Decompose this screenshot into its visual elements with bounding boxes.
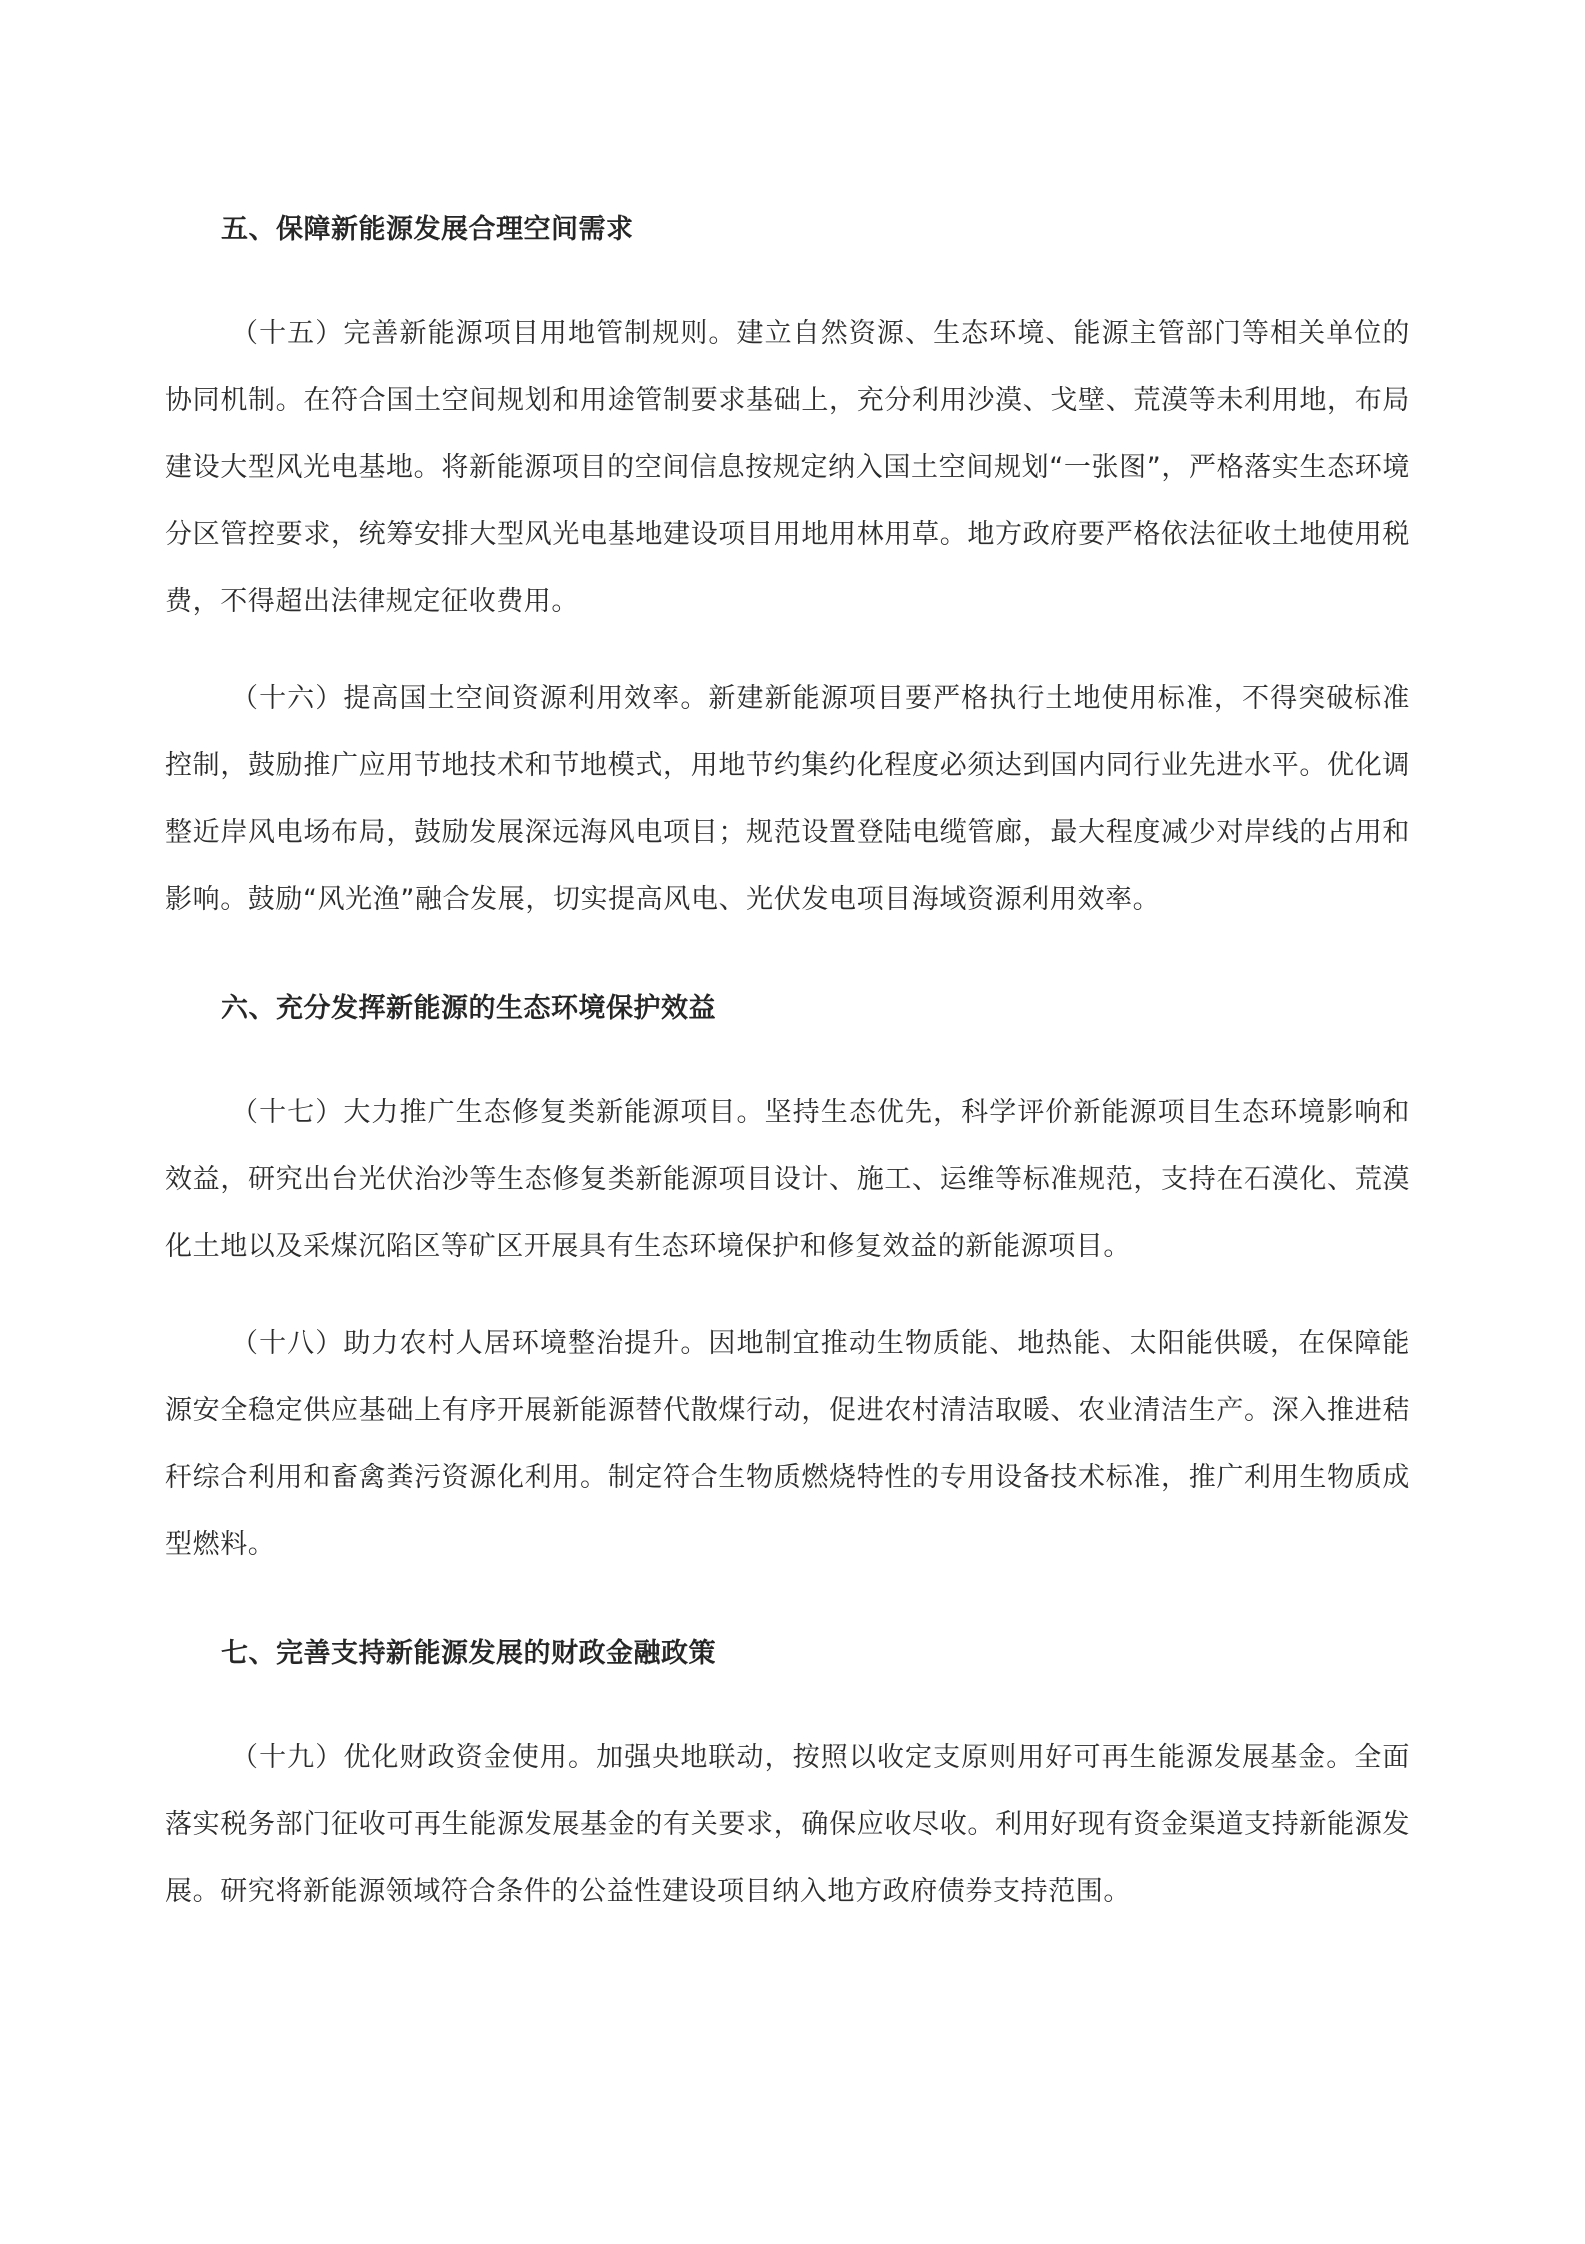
paragraph-16: （十六）提高国土空间资源利用效率。新建新能源项目要严格执行土地使用标准，不得突破标准控制，鼓励推广应用节地技术和节地模式，用地节约集约化程度必须达到国内同行业先进水平。优化调整近岸风电场布局，鼓励发展深远海风电项目；规范设置登陆电缆管廊，最大程度减少对岸线的占用和影响。鼓励“风光渔”融合发展，切实提高风电、光伏发电项目海域资源利用效率。: [165, 683, 1410, 915]
section-heading: 五、保障新能源发展合理空间需求: [221, 214, 634, 245]
paragraph-17: （十七）大力推广生态修复类新能源项目。坚持生态优先，科学评价新能源项目生态环境影响和效益，研究出台光伏治沙等生态修复类新能源项目设计、施工、运维等标准规范，支持在石漠化、荒漠化土地以及采煤沉陷区等矿区开展具有生态环境保护和修复效益的新能源项目。: [165, 1097, 1410, 1262]
section-heading: 六、充分发挥新能源的生态环境保护效益: [221, 993, 716, 1024]
section-6: [165, 989, 1410, 1578]
paragraph-18: （十八）助力农村人居环境整治提升。因地制宜推动生物质能、地热能、太阳能供暖，在保障能源安全稳定供应基础上有序开展新能源替代散煤行动，促进农村清洁取暖、农业清洁生产。深入推进秸秆综合利用和畜禽粪污资源化利用。制定符合生物质燃烧特性的专用设备技术标准，推广利用生物质成型燃料。: [165, 1328, 1410, 1560]
paragraph-15: （十五）完善新能源项目用地管制规则。建立自然资源、生态环境、能源主管部门等相关单位的协同机制。在符合国土空间规划和用途管制要求基础上，充分利用沙漠、戈壁、荒漠等未利用地，布局建设大型风光电基地。将新能源项目的空间信息按规定纳入国土空间规划“一张图”，严格落实生态环境分区管控要求，统筹安排大型风光电基地建设项目用地用林用草。地方政府要严格依法征收土地使用税费，不得超出法律规定征收费用。: [165, 318, 1410, 617]
section-heading: 七、完善支持新能源发展的财政金融政策: [221, 1638, 716, 1669]
section-7: [165, 1634, 1410, 1925]
document-body: [165, 210, 1410, 1955]
section-5: [165, 210, 1410, 933]
paragraph-19: （十九）优化财政资金使用。加强央地联动，按照以收定支原则用好可再生能源发展基金。全面落实税务部门征收可再生能源发展基金的有关要求，确保应收尽收。利用好现有资金渠道支持新能源发展。研究将新能源领域符合条件的公益性建设项目纳入地方政府债券支持范围。: [165, 1742, 1410, 1907]
